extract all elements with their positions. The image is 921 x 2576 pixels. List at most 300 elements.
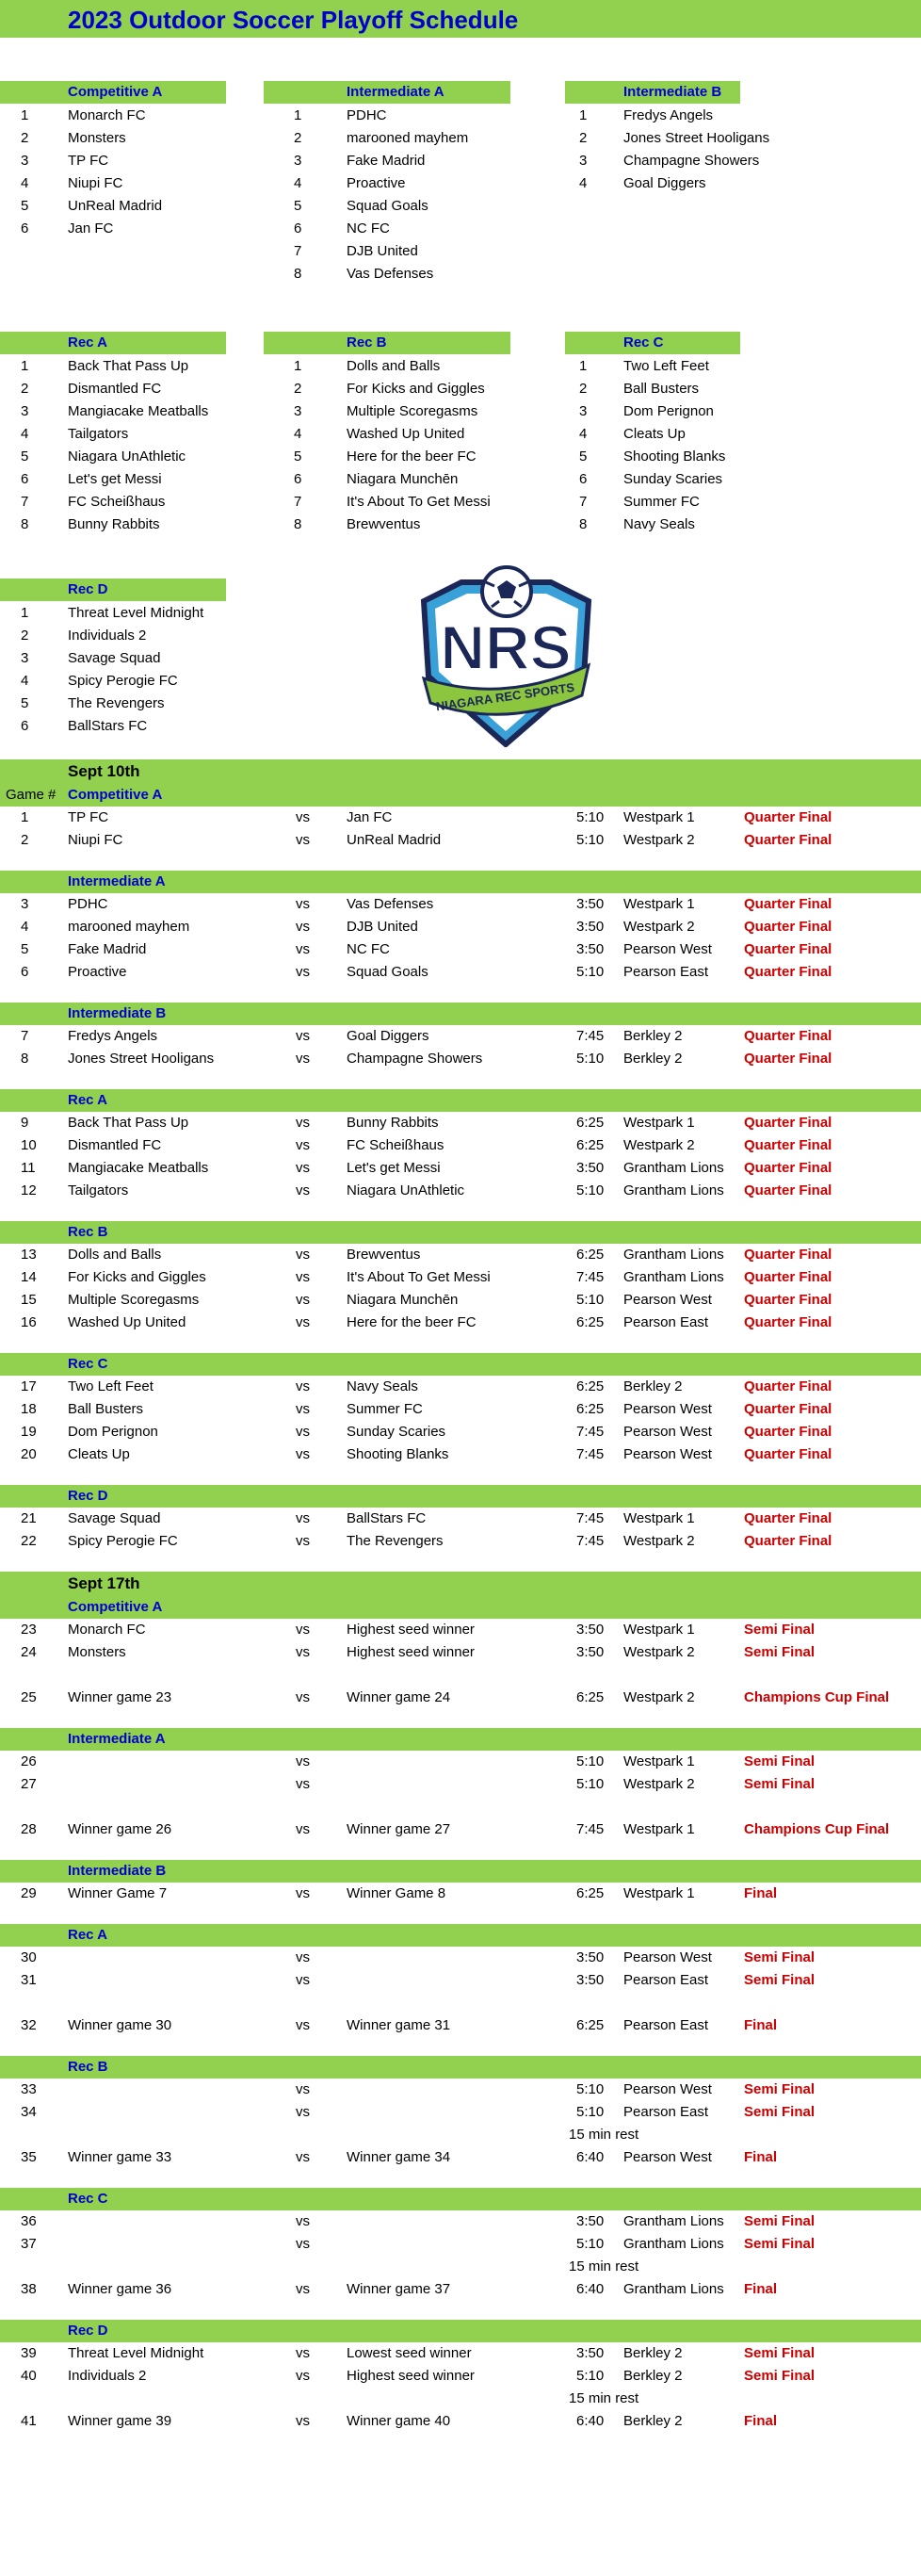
round-label: Quarter Final	[744, 809, 832, 825]
seed-number: 8	[294, 266, 302, 282]
away-team: Sunday Scaries	[347, 1424, 446, 1440]
round-label: Quarter Final	[744, 1510, 832, 1526]
section-title: Intermediate A	[68, 1731, 166, 1747]
away-team: Shooting Blanks	[347, 1446, 449, 1462]
field-name: Westpark 2	[623, 832, 695, 848]
field-name: Pearson West	[623, 2081, 712, 2097]
game-time: 7:45	[576, 1510, 605, 1526]
game-time: 6:25	[576, 1689, 605, 1705]
round-label: Semi Final	[744, 1949, 816, 1965]
home-team: Winner game 26	[68, 1821, 172, 1837]
away-team: BallStars FC	[347, 1510, 427, 1526]
game-time: 3:50	[576, 1622, 605, 1638]
field-name: Westpark 2	[623, 919, 695, 935]
section-title: Rec A	[68, 1092, 107, 1108]
game-number: 15	[21, 1292, 37, 1308]
seed-number: 5	[21, 198, 29, 214]
away-team: Let's get Messi	[347, 1160, 441, 1176]
field-name: Pearson West	[623, 1949, 712, 1965]
game-number: 1	[21, 809, 29, 825]
field-name: Berkley 2	[623, 2345, 683, 2361]
round-label: Quarter Final	[744, 1137, 832, 1153]
versus-label: vs	[296, 1622, 310, 1638]
game-time: 7:45	[576, 1446, 605, 1462]
logo-letters: NRS	[440, 612, 572, 682]
away-team: Highest seed winner	[347, 1644, 475, 1660]
seed-number: 1	[579, 107, 588, 123]
field-name: Pearson West	[623, 1401, 712, 1417]
game-number: 38	[21, 2281, 37, 2297]
seed-group-title: Intermediate A	[347, 84, 444, 100]
round-label: Semi Final	[744, 1644, 816, 1660]
field-name: Grantham Lions	[623, 1247, 724, 1263]
round-label: Quarter Final	[744, 832, 832, 848]
round-label: Semi Final	[744, 2081, 816, 2097]
round-label: Final	[744, 2413, 778, 2429]
seed-team: Sunday Scaries	[623, 471, 723, 487]
seed-team: Niagara UnAthletic	[68, 448, 186, 465]
seed-team: Shooting Blanks	[623, 448, 726, 465]
away-team: FC Scheißhaus	[347, 1137, 444, 1153]
seed-team: Two Left Feet	[623, 358, 709, 374]
round-label: Semi Final	[744, 2213, 816, 2229]
game-number: 6	[21, 964, 29, 980]
game-number: 4	[21, 919, 29, 935]
versus-label: vs	[296, 1269, 310, 1285]
away-team: Winner game 31	[347, 2017, 451, 2033]
seed-team: Ball Busters	[623, 381, 700, 397]
home-team: Monarch FC	[68, 1622, 146, 1638]
home-team: Cleats Up	[68, 1446, 130, 1462]
field-name: Pearson East	[623, 964, 709, 980]
field-name: Westpark 2	[623, 1137, 695, 1153]
round-label: Quarter Final	[744, 919, 832, 935]
game-number: 16	[21, 1314, 37, 1330]
seed-number: 8	[294, 516, 302, 532]
versus-label: vs	[296, 1115, 310, 1131]
seed-team: FC Scheißhaus	[68, 494, 166, 510]
away-team: DJB United	[347, 919, 418, 935]
seed-number: 3	[294, 153, 302, 169]
away-team: NC FC	[347, 941, 390, 957]
away-team: Highest seed winner	[347, 1622, 475, 1638]
seed-number: 2	[21, 628, 29, 644]
seed-team: Niagara Munchēn	[347, 471, 459, 487]
field-name: Pearson West	[623, 1292, 712, 1308]
round-label: Quarter Final	[744, 896, 832, 912]
game-number: 30	[21, 1949, 37, 1965]
versus-label: vs	[296, 1821, 310, 1837]
section-title: Rec C	[68, 2191, 108, 2207]
home-team: Multiple Scoregasms	[68, 1292, 200, 1308]
section-title: Rec B	[68, 1224, 108, 1240]
seed-team: Bunny Rabbits	[68, 516, 160, 532]
seed-team: DJB United	[347, 243, 418, 259]
round-label: Quarter Final	[744, 941, 832, 957]
away-team: Winner game 27	[347, 1821, 451, 1837]
seed-number: 5	[579, 448, 588, 465]
seed-team: Summer FC	[623, 494, 700, 510]
away-team: Lowest seed winner	[347, 2345, 472, 2361]
home-team: Winner game 39	[68, 2413, 172, 2429]
section-title: Rec A	[68, 1927, 107, 1943]
round-label: Quarter Final	[744, 1424, 832, 1440]
away-team: Squad Goals	[347, 964, 428, 980]
date-heading: Sept 10th	[68, 762, 140, 780]
seed-group-title: Competitive A	[68, 84, 163, 100]
section-bar	[0, 2320, 921, 2342]
game-time: 7:45	[576, 1533, 605, 1549]
seed-number: 8	[21, 516, 29, 532]
seed-number: 2	[579, 130, 588, 146]
seed-team: Multiple Scoregasms	[347, 403, 478, 419]
home-team: Fredys Angels	[68, 1028, 158, 1044]
away-team: Winner game 40	[347, 2413, 451, 2429]
home-team: TP FC	[68, 809, 109, 825]
versus-label: vs	[296, 1160, 310, 1176]
game-time: 6:25	[576, 1137, 605, 1153]
game-number: 12	[21, 1182, 37, 1198]
home-team: Dolls and Balls	[68, 1247, 162, 1263]
section-bar	[0, 1485, 921, 1508]
seed-team: For Kicks and Giggles	[347, 381, 485, 397]
field-name: Westpark 1	[623, 896, 695, 912]
seed-team: marooned mayhem	[347, 130, 469, 146]
field-name: Westpark 2	[623, 1689, 695, 1705]
seed-team: Fake Madrid	[347, 153, 426, 169]
away-team: Vas Defenses	[347, 896, 434, 912]
away-team: Goal Diggers	[347, 1028, 429, 1044]
seed-number: 3	[21, 153, 29, 169]
game-time: 6:25	[576, 2017, 605, 2033]
away-team: The Revengers	[347, 1533, 444, 1549]
away-team: Here for the beer FC	[347, 1314, 477, 1330]
section-title: Intermediate B	[68, 1863, 167, 1879]
game-time: 6:25	[576, 1401, 605, 1417]
round-label: Semi Final	[744, 2345, 816, 2361]
game-time: 3:50	[576, 1644, 605, 1660]
round-label: Quarter Final	[744, 1160, 832, 1176]
game-time: 3:50	[576, 1949, 605, 1965]
seed-team: Fredys Angels	[623, 107, 714, 123]
home-team: Dismantled FC	[68, 1137, 162, 1153]
game-number: 3	[21, 896, 29, 912]
field-name: Grantham Lions	[623, 1269, 724, 1285]
away-team: UnReal Madrid	[347, 832, 442, 848]
game-time: 7:45	[576, 1028, 605, 1044]
section-title: Rec B	[68, 2059, 108, 2075]
game-number: 14	[21, 1269, 37, 1285]
game-number: 9	[21, 1115, 29, 1131]
game-number: 17	[21, 1378, 37, 1394]
seed-number: 3	[21, 403, 29, 419]
versus-label: vs	[296, 1949, 310, 1965]
field-name: Berkley 2	[623, 2413, 683, 2429]
section-bar	[0, 1221, 921, 1244]
seed-team: Brewventus	[347, 516, 421, 532]
home-team: Washed Up United	[68, 1314, 186, 1330]
seed-number: 6	[21, 220, 29, 236]
seed-number: 4	[21, 426, 29, 442]
seed-group-bar	[0, 332, 226, 354]
game-number: 37	[21, 2236, 37, 2252]
game-time: 6:25	[576, 1378, 605, 1394]
field-name: Grantham Lions	[623, 1182, 724, 1198]
seed-team: Jones Street Hooligans	[623, 130, 770, 146]
field-name: Pearson East	[623, 1314, 709, 1330]
away-team: Summer FC	[347, 1401, 423, 1417]
versus-label: vs	[296, 1247, 310, 1263]
game-number: 36	[21, 2213, 37, 2229]
seed-team: Goal Diggers	[623, 175, 706, 191]
versus-label: vs	[296, 2149, 310, 2165]
seed-number: 2	[21, 381, 29, 397]
versus-label: vs	[296, 1182, 310, 1198]
game-time: 3:50	[576, 1972, 605, 1988]
game-time: 5:10	[576, 1292, 605, 1308]
game-number: 18	[21, 1401, 37, 1417]
game-time: 5:10	[576, 1051, 605, 1067]
seed-group-title: Rec D	[68, 581, 108, 597]
home-team: Winner game 36	[68, 2281, 172, 2297]
home-team: Spicy Perogie FC	[68, 1533, 178, 1549]
game-number: 11	[21, 1160, 36, 1176]
away-team: Niagara Munchēn	[347, 1292, 459, 1308]
game-number: 26	[21, 1753, 37, 1769]
game-number: 35	[21, 2149, 37, 2165]
game-number: 34	[21, 2104, 37, 2120]
away-team: Brewventus	[347, 1247, 421, 1263]
seed-number: 6	[294, 471, 302, 487]
seed-team: Proactive	[347, 175, 406, 191]
rest-note: 15 min rest	[569, 2390, 639, 2406]
field-name: Westpark 1	[623, 1510, 695, 1526]
game-number: 39	[21, 2345, 37, 2361]
away-team: Winner game 24	[347, 1689, 451, 1705]
section-title: Competitive A	[68, 787, 163, 803]
game-time: 3:50	[576, 941, 605, 957]
seed-number: 2	[21, 130, 29, 146]
away-team: Jan FC	[347, 809, 393, 825]
section-title: Competitive A	[68, 1599, 163, 1615]
game-number: 40	[21, 2368, 37, 2384]
versus-label: vs	[296, 809, 310, 825]
round-label: Semi Final	[744, 1622, 816, 1638]
game-number: 2	[21, 832, 29, 848]
away-team: It's About To Get Messi	[347, 1269, 491, 1285]
away-team: Navy Seals	[347, 1378, 418, 1394]
seed-number: 2	[294, 381, 302, 397]
seed-number: 3	[294, 403, 302, 419]
seed-number: 4	[294, 175, 302, 191]
game-time: 7:45	[576, 1269, 605, 1285]
versus-label: vs	[296, 1510, 310, 1526]
field-name: Pearson West	[623, 1446, 712, 1462]
field-name: Westpark 1	[623, 1821, 695, 1837]
versus-label: vs	[296, 2017, 310, 2033]
game-time: 3:50	[576, 2345, 605, 2361]
seed-team: TP FC	[68, 153, 109, 169]
round-label: Quarter Final	[744, 1051, 832, 1067]
field-name: Westpark 1	[623, 1115, 695, 1131]
home-team: Mangiacake Meatballs	[68, 1160, 209, 1176]
seed-number: 4	[294, 426, 302, 442]
game-number: 28	[21, 1821, 37, 1837]
home-team: Winner game 33	[68, 2149, 172, 2165]
game-time: 6:25	[576, 1115, 605, 1131]
section-bar	[0, 2056, 921, 2079]
home-team: Ball Busters	[68, 1401, 144, 1417]
versus-label: vs	[296, 2104, 310, 2120]
game-time: 5:10	[576, 1182, 605, 1198]
field-name: Berkley 2	[623, 1378, 683, 1394]
game-time: 5:10	[576, 2236, 605, 2252]
date-heading: Sept 17th	[68, 1574, 140, 1592]
field-name: Berkley 2	[623, 1051, 683, 1067]
seed-team: Dom Perignon	[623, 403, 714, 419]
seed-number: 6	[294, 220, 302, 236]
field-name: Pearson East	[623, 2104, 709, 2120]
seed-team: Dolls and Balls	[347, 358, 441, 374]
game-time: 3:50	[576, 896, 605, 912]
seed-team: Cleats Up	[623, 426, 686, 442]
game-number: 23	[21, 1622, 37, 1638]
home-team: Back That Pass Up	[68, 1115, 189, 1131]
home-team: Monsters	[68, 1644, 126, 1660]
game-number: 13	[21, 1247, 37, 1263]
seed-number: 1	[21, 358, 29, 374]
versus-label: vs	[296, 2368, 310, 2384]
seed-number: 5	[21, 695, 29, 711]
seed-number: 6	[21, 718, 29, 734]
game-time: 3:50	[576, 919, 605, 935]
versus-label: vs	[296, 1689, 310, 1705]
versus-label: vs	[296, 1401, 310, 1417]
round-label: Quarter Final	[744, 1533, 832, 1549]
home-team: Fake Madrid	[68, 941, 147, 957]
game-time: 6:40	[576, 2149, 605, 2165]
field-name: Pearson East	[623, 1972, 709, 1988]
field-name: Pearson West	[623, 2149, 712, 2165]
seed-number: 6	[21, 471, 29, 487]
game-number: 20	[21, 1446, 37, 1462]
page-title: 2023 Outdoor Soccer Playoff Schedule	[68, 6, 519, 34]
round-label: Quarter Final	[744, 1182, 832, 1198]
game-time: 5:10	[576, 964, 605, 980]
home-team: Threat Level Midnight	[68, 2345, 204, 2361]
game-time: 7:45	[576, 1821, 605, 1837]
rest-note: 15 min rest	[569, 2258, 639, 2274]
seed-team: It's About To Get Messi	[347, 494, 491, 510]
versus-label: vs	[296, 896, 310, 912]
round-label: Semi Final	[744, 2236, 816, 2252]
game-time: 5:10	[576, 1776, 605, 1792]
versus-label: vs	[296, 2081, 310, 2097]
field-name: Pearson West	[623, 1424, 712, 1440]
game-number: 33	[21, 2081, 37, 2097]
game-number: 22	[21, 1533, 37, 1549]
seed-team: PDHC	[347, 107, 387, 123]
home-team: Winner Game 7	[68, 1885, 168, 1901]
away-team: Niagara UnAthletic	[347, 1182, 465, 1198]
game-time: 6:40	[576, 2281, 605, 2297]
game-time: 5:10	[576, 832, 605, 848]
rest-note: 15 min rest	[569, 2127, 639, 2143]
round-label: Final	[744, 1885, 778, 1901]
field-name: Westpark 1	[623, 1885, 695, 1901]
game-time: 5:10	[576, 2081, 605, 2097]
game-time: 5:10	[576, 809, 605, 825]
versus-label: vs	[296, 1378, 310, 1394]
seed-group-title: Rec A	[68, 334, 107, 351]
away-team: Champagne Showers	[347, 1051, 483, 1067]
seed-team: The Revengers	[68, 695, 165, 711]
home-team: Winner game 23	[68, 1689, 172, 1705]
seed-team: Champagne Showers	[623, 153, 760, 169]
versus-label: vs	[296, 2213, 310, 2229]
home-team: Tailgators	[68, 1182, 129, 1198]
game-number: 31	[21, 1972, 37, 1988]
away-team: Bunny Rabbits	[347, 1115, 439, 1131]
versus-label: vs	[296, 1424, 310, 1440]
round-label: Quarter Final	[744, 964, 832, 980]
seed-team: Spicy Perogie FC	[68, 673, 178, 689]
versus-label: vs	[296, 1972, 310, 1988]
game-time: 5:10	[576, 1753, 605, 1769]
field-name: Pearson East	[623, 2017, 709, 2033]
game-number-header: Game #	[6, 787, 57, 803]
seed-team: BallStars FC	[68, 718, 148, 734]
game-number: 29	[21, 1885, 37, 1901]
home-team: Niupi FC	[68, 832, 123, 848]
round-label: Semi Final	[744, 1972, 816, 1988]
versus-label: vs	[296, 1137, 310, 1153]
versus-label: vs	[296, 1885, 310, 1901]
game-number: 21	[21, 1510, 37, 1526]
seed-number: 5	[21, 448, 29, 465]
away-team: Winner game 37	[347, 2281, 451, 2297]
seed-team: Here for the beer FC	[347, 448, 477, 465]
seed-number: 5	[294, 448, 302, 465]
versus-label: vs	[296, 1753, 310, 1769]
away-team: Winner Game 8	[347, 1885, 446, 1901]
seed-team: Savage Squad	[68, 650, 161, 666]
seed-number: 7	[294, 243, 302, 259]
seed-number: 7	[294, 494, 302, 510]
field-name: Westpark 2	[623, 1533, 695, 1549]
field-name: Westpark 2	[623, 1776, 695, 1792]
seed-number: 1	[21, 605, 29, 621]
seed-group-title: Rec B	[347, 334, 387, 351]
field-name: Pearson West	[623, 941, 712, 957]
seed-number: 1	[21, 107, 29, 123]
away-team: Highest seed winner	[347, 2368, 475, 2384]
round-label: Quarter Final	[744, 1401, 832, 1417]
versus-label: vs	[296, 1446, 310, 1462]
seed-number: 1	[579, 358, 588, 374]
field-name: Westpark 1	[623, 1622, 695, 1638]
round-label: Quarter Final	[744, 1028, 832, 1044]
versus-label: vs	[296, 2281, 310, 2297]
game-number: 41	[21, 2413, 37, 2429]
home-team: Winner game 30	[68, 2017, 172, 2033]
seed-team: NC FC	[347, 220, 390, 236]
seed-team: Monsters	[68, 130, 126, 146]
seed-number: 4	[21, 175, 29, 191]
seed-team: Monarch FC	[68, 107, 146, 123]
seed-number: 4	[579, 175, 588, 191]
field-name: Westpark 2	[623, 1644, 695, 1660]
